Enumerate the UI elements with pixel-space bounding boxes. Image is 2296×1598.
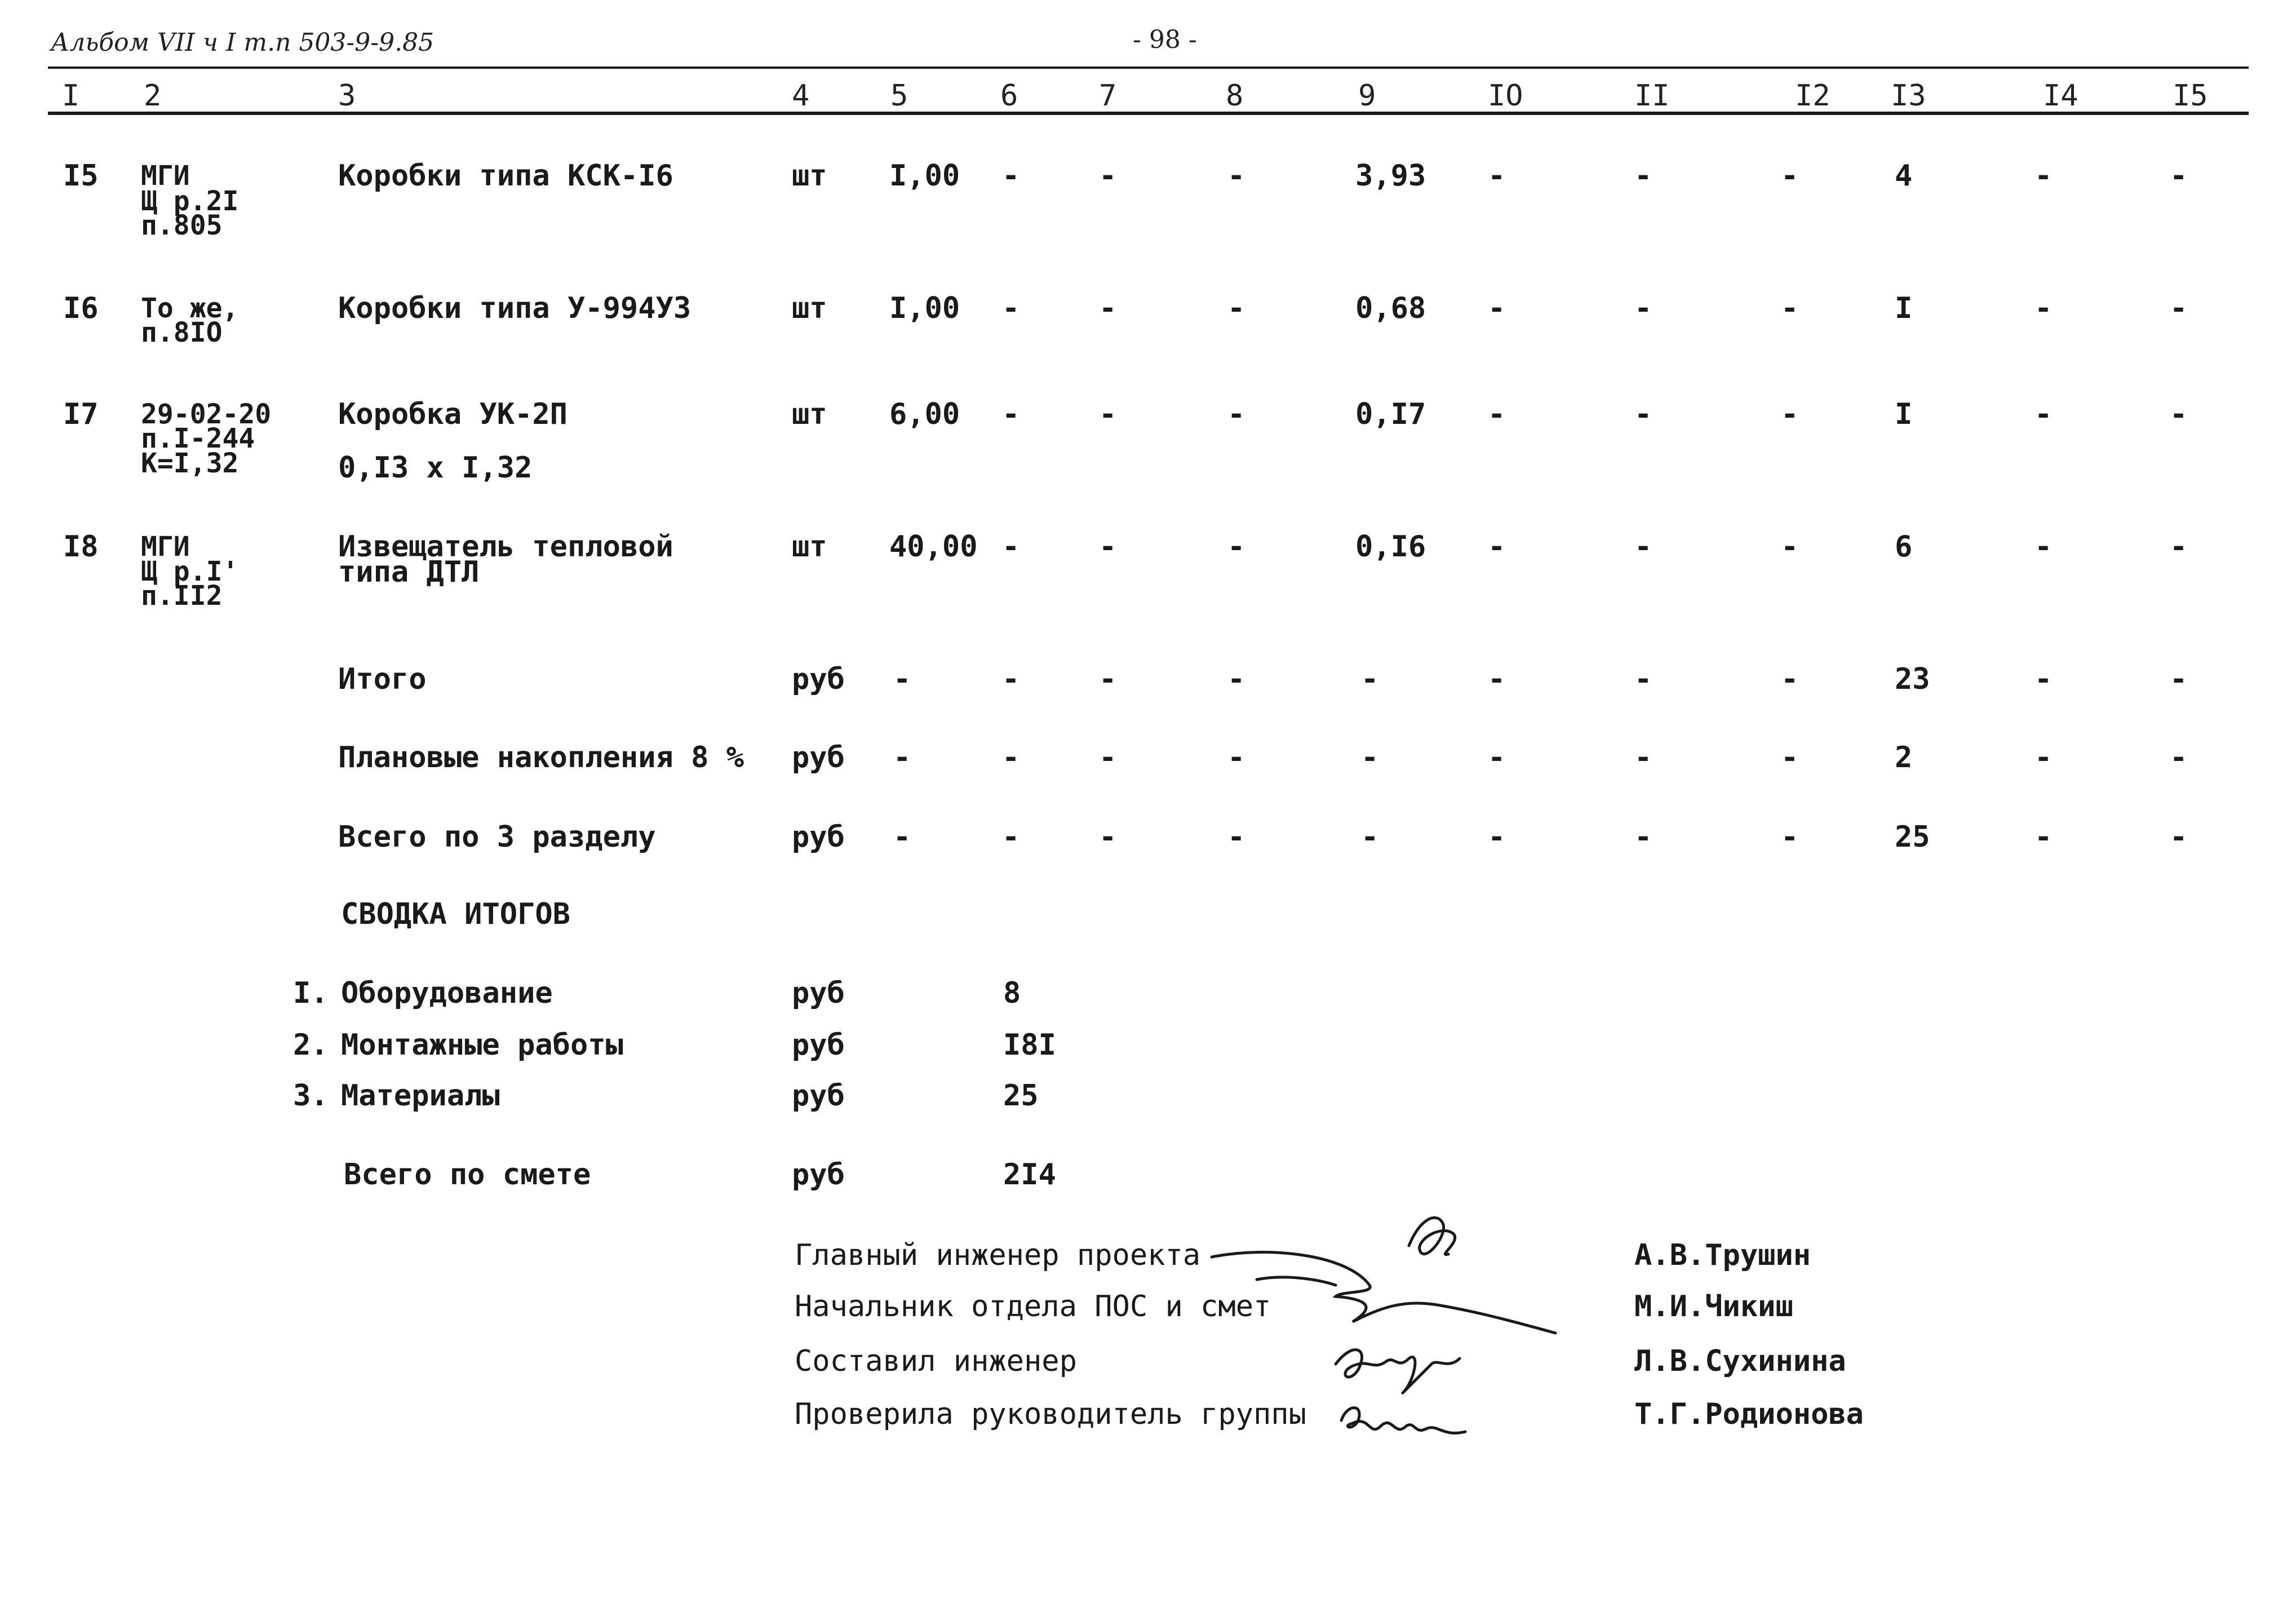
row-reference: МГИ [141,531,190,563]
row-col11: - [1634,530,1652,564]
row-unit: шт [792,530,827,564]
row-reference: То же, [141,293,239,324]
total-col11: - [1634,662,1652,696]
total-col9: - [1361,662,1379,696]
row-col14: - [2035,291,2053,325]
row-col8: - [1227,397,1245,431]
summary-item-unit: руб [792,1028,845,1062]
row-number: I6 [63,291,99,325]
col-header: II [1634,79,1670,113]
row-name: Коробки типа КСК-I6 [338,159,673,193]
row-reference: п.805 [141,210,223,241]
row-col10: - [1488,159,1506,193]
col-header: IO [1488,79,1523,113]
total-col10: - [1488,662,1506,696]
total-label: Итого [338,662,427,696]
row-col9: 0,I7 [1355,397,1426,431]
row-col7: - [1099,397,1117,431]
summary-item-value: 25 [1003,1079,1039,1113]
total-col13: 25 [1895,820,1930,854]
row-name: Коробка УК-2П [338,397,568,431]
total-label: Всего по 3 разделу [338,820,656,854]
row-reference: Щ р.I' [141,556,239,587]
total-col7: - [1099,662,1117,696]
row-col12: - [1781,397,1799,431]
row-reference: 29-02-20 [141,399,272,430]
total-unit: руб [792,662,845,696]
summary-title: СВОДКА ИТОГОВ [341,897,570,931]
row-col10: - [1488,530,1506,564]
signature-scribble-1 [1409,1218,1455,1254]
signature-name: М.И.Чикиш [1634,1290,1793,1323]
summary-item-label: Оборудование [341,976,553,1010]
row-col14: - [2035,530,2053,564]
total-col13: 23 [1895,662,1930,696]
row-col8: - [1227,291,1245,325]
col-header: I2 [1795,79,1830,113]
row-col6: - [1002,397,1020,431]
row-col5: I,00 [889,291,960,325]
row-col15: - [2170,159,2188,193]
row-name-extra: 0,I3 x I,32 [338,451,533,485]
col-header: 3 [338,79,356,113]
row-col6: - [1002,291,1020,325]
row-unit: шт [792,159,827,193]
row-name: Извещатель тепловой [338,530,673,564]
header-top-rule [48,67,2249,69]
row-col12: - [1781,291,1799,325]
col-header: 8 [1226,79,1244,113]
col-header: 4 [792,79,810,113]
row-col10: - [1488,397,1506,431]
total-unit: руб [792,741,845,774]
row-col14: - [2035,397,2053,431]
total-col6: - [1002,820,1020,854]
total-col15: - [2170,741,2188,774]
total-col5: - [893,820,911,854]
total-col13: 2 [1895,741,1913,774]
total-col9: - [1361,820,1379,854]
total-col5: - [893,741,911,774]
col-header: I5 [2173,79,2208,113]
total-col8: - [1227,820,1245,854]
row-col11: - [1634,159,1652,193]
col-header: 6 [1000,79,1018,113]
total-col7: - [1099,741,1117,774]
row-col13: I [1895,291,1913,325]
row-col7: - [1099,159,1117,193]
summary-item-unit: руб [792,1079,845,1113]
signature-role: Главный инженер проекта [795,1238,1201,1272]
total-col5: - [893,662,911,696]
row-col12: - [1781,530,1799,564]
row-reference: п.II2 [141,580,223,612]
row-col13: 6 [1895,530,1913,564]
col-header: I4 [2043,79,2078,113]
row-col5: 40,00 [889,530,978,564]
total-col14: - [2035,820,2053,854]
row-col13: 4 [1895,159,1913,193]
total-col12: - [1781,662,1799,696]
signature-role: Проверила руководитель группы [795,1397,1306,1431]
row-col7: - [1099,530,1117,564]
grand-total-label: Всего по смете [344,1158,591,1192]
total-col15: - [2170,662,2188,696]
row-col12: - [1781,159,1799,193]
row-number: I7 [63,397,99,431]
col-header: 2 [144,79,162,113]
signature-scribble-5 [1341,1408,1465,1433]
row-reference: Щ р.2I [141,185,239,217]
total-col14: - [2035,662,2053,696]
total-col10: - [1488,820,1506,854]
row-reference: МГИ [141,160,190,192]
total-col6: - [1002,662,1020,696]
row-unit: шт [792,397,827,431]
row-col9: 3,93 [1355,159,1426,193]
total-col9: - [1361,741,1379,774]
total-col11: - [1634,741,1652,774]
row-name: типа ДТЛ [338,555,480,589]
row-col14: - [2035,159,2053,193]
summary-item-label: Материалы [341,1079,500,1113]
col-header: 7 [1099,79,1117,113]
summary-item-num: 2. [293,1028,329,1062]
total-col12: - [1781,820,1799,854]
col-header: I [62,79,80,113]
row-col8: - [1227,530,1245,564]
summary-item-value: 8 [1003,976,1021,1010]
row-col15: - [2170,530,2188,564]
total-col8: - [1227,662,1245,696]
row-col7: - [1099,291,1117,325]
row-col15: - [2170,397,2188,431]
row-col13: I [1895,397,1913,431]
total-col6: - [1002,741,1020,774]
row-col10: - [1488,291,1506,325]
row-col6: - [1002,530,1020,564]
row-col11: - [1634,291,1652,325]
row-number: I5 [63,159,99,193]
total-col12: - [1781,741,1799,774]
grand-total-value: 2I4 [1003,1158,1056,1192]
col-header: 9 [1358,79,1376,113]
signature-scribble-3 [1257,1277,1336,1285]
row-col9: 0,I6 [1355,530,1426,564]
total-col7: - [1099,820,1117,854]
row-reference: п.8IO [141,317,223,348]
total-col8: - [1227,741,1245,774]
summary-item-label: Монтажные работы [341,1028,623,1062]
signature-scribble-4 [1336,1350,1460,1393]
signature-role: Составил инженер [795,1344,1077,1378]
total-col11: - [1634,820,1652,854]
total-col14: - [2035,741,2053,774]
total-label: Плановые накопления 8 % [338,741,744,774]
row-col5: I,00 [889,159,960,193]
col-header: I3 [1891,79,1926,113]
page-number: - 98 - [1133,25,1197,54]
summary-item-unit: руб [792,976,845,1010]
total-col10: - [1488,741,1506,774]
row-reference: К=I,32 [141,448,239,479]
summary-item-value: I8I [1003,1028,1056,1062]
signature-name: Л.В.Сухинина [1634,1344,1846,1378]
grand-total-unit: руб [792,1158,845,1192]
total-col15: - [2170,820,2188,854]
signature-name: А.В.Трушин [1634,1238,1811,1272]
signature-role: Начальник отдела ПОС и смет [795,1290,1271,1323]
row-col15: - [2170,291,2188,325]
row-unit: шт [792,291,827,325]
total-unit: руб [792,820,845,854]
signature-name: Т.Г.Родионова [1634,1397,1864,1431]
row-name: Коробки типа У-994У3 [338,291,692,325]
signature-scribble-2 [1212,1252,1555,1333]
row-col5: 6,00 [889,397,960,431]
col-header: 5 [890,79,908,113]
summary-item-num: 3. [293,1079,329,1113]
summary-item-num: I. [293,976,329,1010]
row-col9: 0,68 [1355,291,1426,325]
handwritten-signatures-graphic [1200,1201,1595,1460]
row-col8: - [1227,159,1245,193]
row-col11: - [1634,397,1652,431]
row-col6: - [1002,159,1020,193]
row-number: I8 [63,530,99,564]
album-reference: Альбом VII ч I т.п 503-9-9.85 [51,28,435,57]
row-reference: п.I-244 [141,423,255,454]
